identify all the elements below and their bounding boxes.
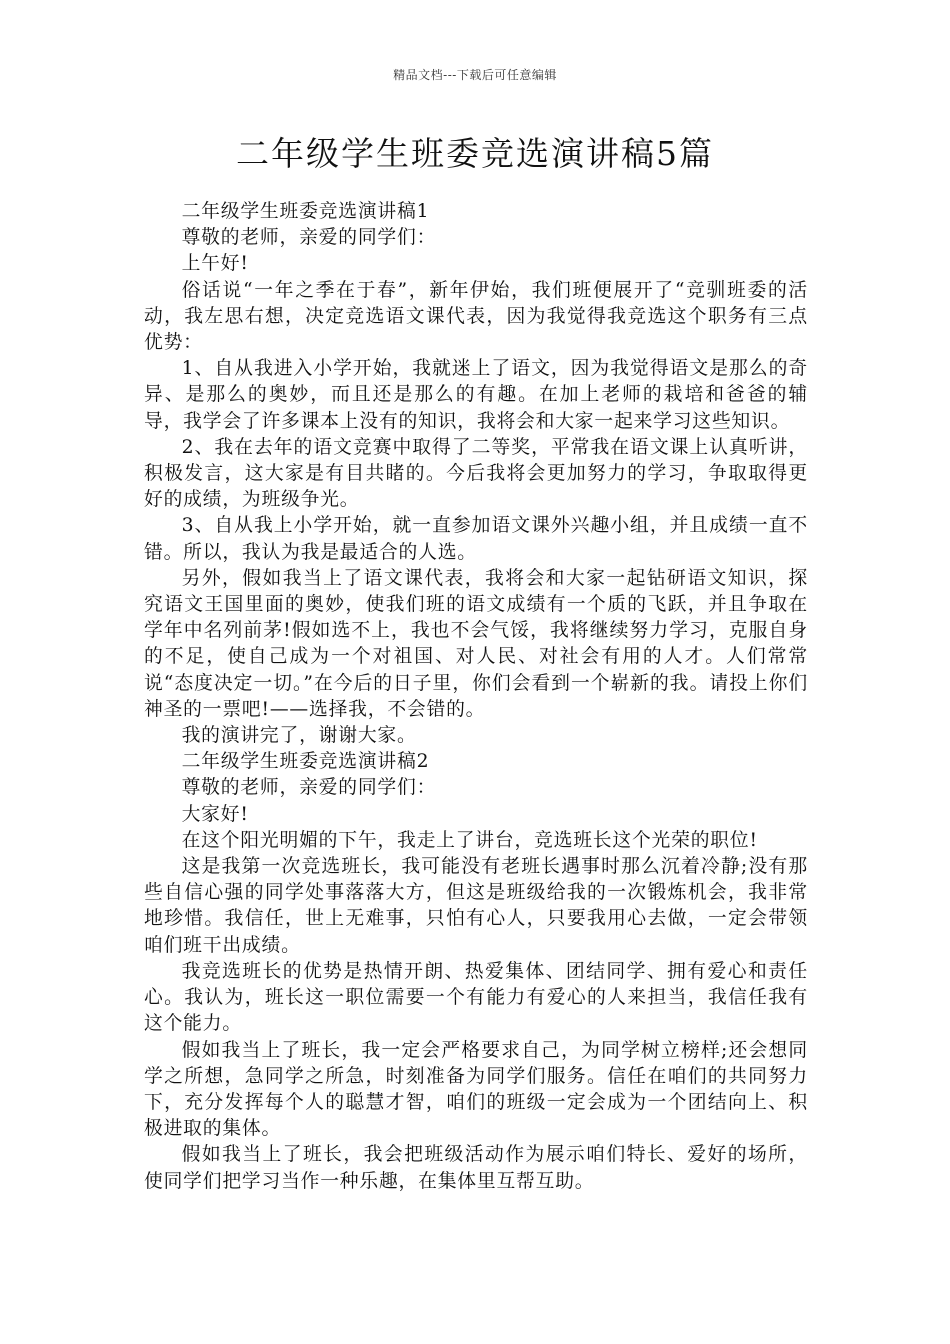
speech1-pledge-paragraph: 另外，假如我当上了语文课代表，我将会和大家一起钻研语文知识，探究语文王国里面的奥妙，使我们班的语文成绩有一个质的飞跃，并且争取在学年中名列前茅!假如选不上，我也不会气馁，我将继续努力学习，克服自身的不足，使自己成为一个对祖国、对人民、对社会有用的人才。人们常常说“态度决定一切。”在今后的日子里，你们会看到一个崭新的我。请投上你们神圣的一票吧!——选择我，不会错的。	[144, 567, 808, 720]
speech1-heading: 二年级学生班委竞选演讲稿1	[181, 201, 430, 222]
speech1-greeting: 上午好!	[181, 253, 249, 275]
speech2-greeting: 大家好!	[181, 803, 249, 825]
speech2-first-time-paragraph: 这是我第一次竞选班长，我可能没有老班长遇事时那么沉着冷静;没有那些自信心强的同学处事落落大方，但这是班级给我的一次锻炼机会，我非常地珍惜。我信任，世上无难事，只怕有心人，只要我用心去做，一定会带领咱们班干出成绩。	[144, 856, 808, 956]
speech2-commitment-paragraph: 假如我当上了班长，我一定会严格要求自己，为同学树立榜样;还会想同学之所想，急同学之所急，时刻准备为同学们服务。信任在咱们的共同努力下，充分发挥每个人的聪慧才智，咱们的班级一定会成为一个团结向上、积极进取的集体。	[144, 1039, 808, 1140]
speech1-point-1: 1、自从我进入小学开始，我就迷上了语文，因为我觉得语文是那么的奇异、是那么的奥妙，而且还是那么的有趣。在加上老师的栽培和爸爸的辅导，我学会了许多课本上没有的知识，我将会和大家一起来学习这些知识。	[144, 358, 808, 432]
header-note: 精品文档---下载后可任意编辑	[393, 68, 557, 82]
document-body	[144, 199, 808, 1195]
speech2-heading: 二年级学生班委竞选演讲稿2	[181, 751, 430, 773]
speech1-point-3: 3、自从我上小学开始，就一直参加语文课外兴趣小组，并且成绩一直不错。所以，我认为我是最适合的人选。	[144, 515, 808, 563]
speech2-strengths-paragraph: 我竞选班长的优势是热情开朗、热爱集体、团结同学、拥有爱心和责任心。我认为，班长这一职位需要一个有能力有爱心的人来担当，我信任我有这个能力。	[144, 960, 808, 1035]
speech2-salutation: 尊敬的老师，亲爱的同学们：	[181, 777, 437, 799]
speech1-salutation: 尊敬的老师，亲爱的同学们：	[181, 227, 437, 249]
speech1-closing: 我的演讲完了，谢谢大家。	[181, 725, 417, 747]
document-title: 二年级学生班委竞选演讲稿5篇	[236, 134, 714, 173]
speech2-opening-paragraph: 在这个阳光明媚的下午，我走上了讲台，竞选班长这个光荣的职位!	[181, 829, 758, 851]
speech1-intro-paragraph: 俗话说“一年之季在于春”，新年伊始，我们班便展开了“竞驯班委的活动，我左思右想，决定竞选语文课代表，因为我觉得我竞选这个职务有三点优势：	[144, 279, 808, 354]
speech2-activities-paragraph: 假如我当上了班长，我会把班级活动作为展示咱们特长、爱好的场所，使同学们把学习当作一种乐趣，在集体里互帮互助。	[144, 1144, 808, 1192]
speech1-point-2: 2、我在去年的语文竞赛中取得了二等奖，平常我在语文课上认真听讲，积极发言，这大家是有目共睹的。今后我将会更加努力的学习，争取取得更好的成绩，为班级争光。	[144, 436, 808, 511]
